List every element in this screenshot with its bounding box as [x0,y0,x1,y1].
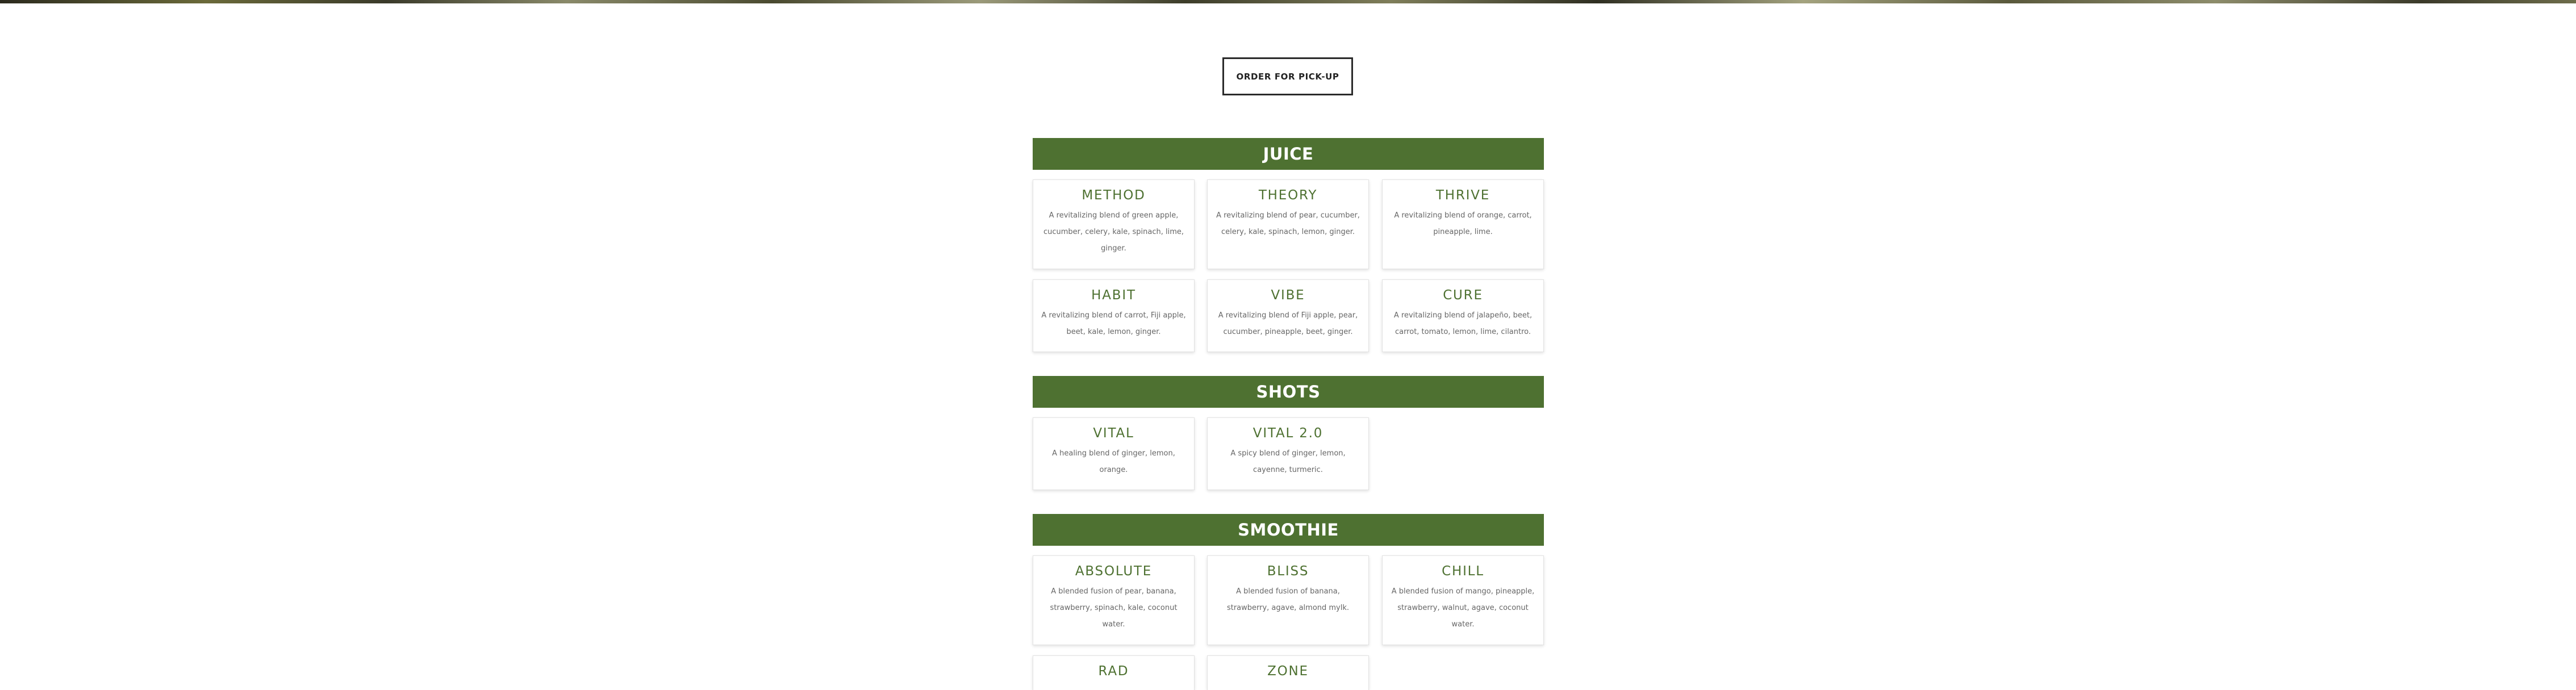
menu-card-method[interactable] [1033,179,1195,269]
menu-item-name: ABSOLUTE [1075,564,1153,579]
menu-item-name: THRIVE [1435,188,1491,203]
menu-card-rad[interactable] [1033,655,1195,690]
menu-card-bliss[interactable] [1207,555,1369,645]
menu-item-description: A blended fusion of mango, pineapple, strawberry, walnut, agave, coconut water. [1391,587,1535,629]
menu-card-vital-2[interactable] [1207,417,1369,490]
menu-card-zone[interactable] [1207,655,1369,690]
section-header-smoothie: SMOOTHIE [1033,514,1544,546]
menu-card-cure[interactable] [1382,279,1544,352]
menu-card-absolute[interactable] [1033,555,1195,645]
menu-item-name: VITAL [1093,426,1134,441]
section-header-juice: JUICE [1033,138,1544,170]
menu-item-description: A spicy blend of ginger, lemon, cayenne, turmeric. [1230,449,1346,474]
order-for-pickup-button[interactable]: ORDER FOR PICK-UP [1222,57,1353,95]
menu-item-description: A revitalizing blend of jalapeño, beet, carrot, tomato, lemon, lime, cilantro. [1393,311,1533,336]
menu-item-name: VITAL 2.0 [1252,426,1324,441]
menu-item-name: BLISS [1267,564,1309,579]
menu-card-vital[interactable] [1033,417,1195,490]
menu-item-description: A healing blend of ginger, lemon, orange. [1052,449,1175,474]
menu-item-name: VIBE [1271,288,1305,303]
hero-image-strip [0,0,2576,3]
menu-item-name: HABIT [1091,288,1136,303]
menu-card-vibe[interactable] [1207,279,1369,352]
menu-item-description: A revitalizing blend of green apple, cucumber, celery, kale, spinach, lime, ginger. [1043,211,1184,253]
menu-card-chill[interactable] [1382,555,1544,645]
menu-item-description: A blended fusion of pear, banana, strawberry, spinach, kale, coconut water. [1050,587,1178,629]
menu-item-name: ZONE [1267,664,1309,679]
menu-item-description: A revitalizing blend of pear, cucumber, celery, kale, spinach, lemon, ginger. [1216,211,1360,236]
menu-card-habit[interactable] [1033,279,1195,352]
menu-item-name: METHOD [1082,188,1146,203]
menu-item-name: THEORY [1258,188,1318,203]
section-header-shots: SHOTS [1033,376,1544,408]
menu-item-name: CHILL [1442,564,1484,579]
menu-item-description: A blended fusion of banana, strawberry, agave, almond mylk. [1226,587,1350,612]
menu-item-name: RAD [1098,664,1129,679]
menu-card-theory[interactable] [1207,179,1369,269]
menu-card-thrive[interactable] [1382,179,1544,269]
menu-item-description: A revitalizing blend of Fiji apple, pear, cucumber, pineapple, beet, ginger. [1218,311,1358,336]
menu-item-description: A revitalizing blend of carrot, Fiji apple, beet, kale, lemon, ginger. [1041,311,1186,336]
menu-item-name: CURE [1443,288,1483,303]
menu-item-description: A revitalizing blend of orange, carrot, pineapple, lime. [1394,211,1532,236]
